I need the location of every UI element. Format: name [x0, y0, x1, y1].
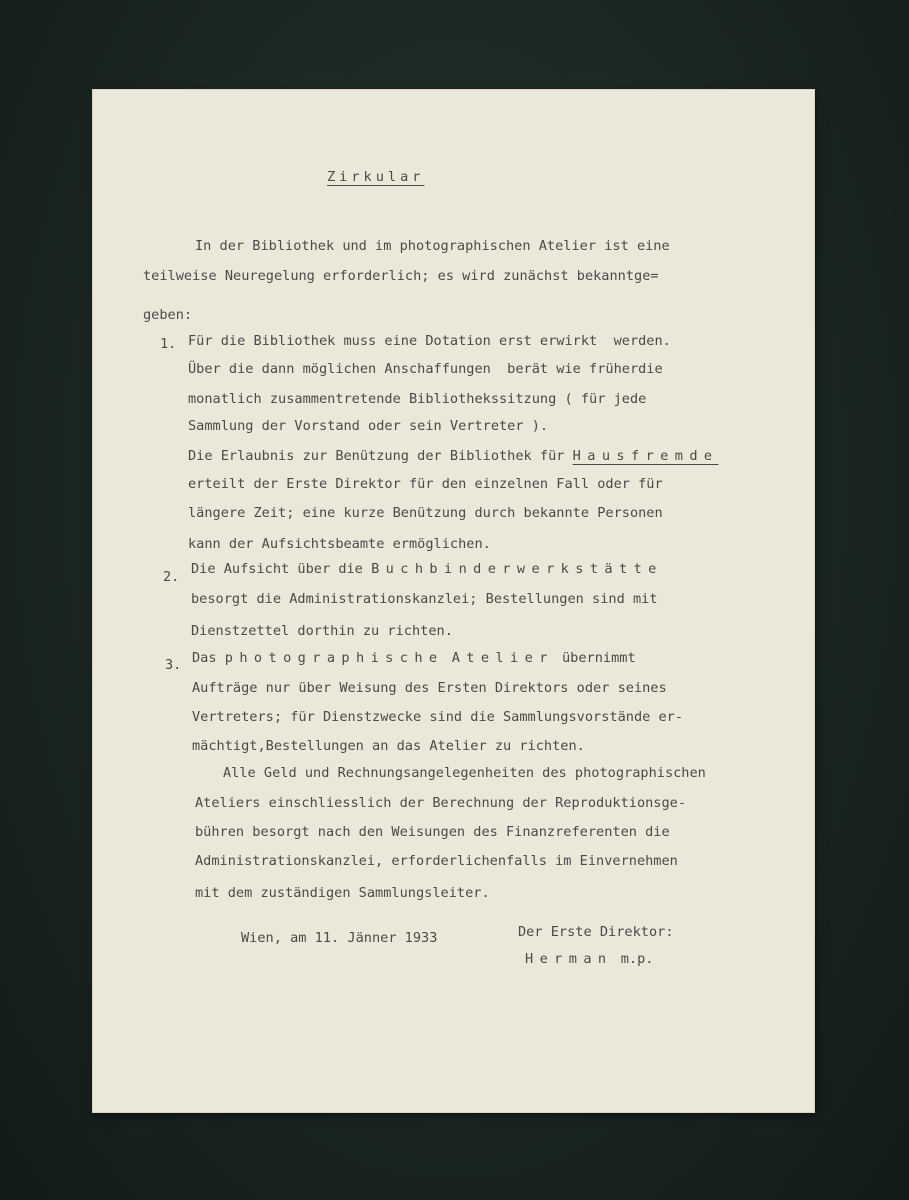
item1-line: Sammlung der Vorstand oder sein Vertreter ). [188, 418, 549, 434]
item1-line: Über die dann möglichen Anschaffungen berät wie früherdie [188, 361, 663, 377]
item2-start: Die Aufsicht über die [191, 561, 363, 577]
document-page [93, 90, 814, 1112]
page-title: Zirkular [327, 169, 425, 185]
item1-para2-line [188, 447, 719, 465]
item3-line: mächtigt,Bestellungen an das Atelier zu richten. [192, 738, 585, 754]
item3-line: Vertreters; für Dienstzwecke sind die Sammlungsvorstände er- [192, 709, 684, 725]
item3-para2-line: bühren besorgt nach den Weisungen des Finanzreferenten die [195, 824, 670, 840]
item1-line: monatlich zusammentretende Bibliothekssitzung ( für jede [188, 391, 647, 407]
emphasis-photographische: photographische [224, 650, 444, 666]
item-number: 2. [163, 569, 180, 585]
item-number: 3. [165, 657, 182, 673]
item1-line: Für die Bibliothek muss eine Dotation erst erwirkt werden. [188, 333, 671, 349]
place-date: Wien, am 11. Jänner 1933 [241, 930, 438, 946]
emphasis-buchbinderwerkstaette: Buchbinderwerkstätte [371, 561, 663, 577]
item3-para2-line: Alle Geld und Rechnungsangelegenheiten des photographischen [223, 765, 706, 781]
item3-start: Das [192, 650, 217, 666]
item2-line: besorgt die Administrationskanzlei; Bestellungen sind mit [191, 591, 658, 607]
item3-line: Aufträge nur über Weisung des Ersten Direktors oder seines [192, 680, 667, 696]
item3-para2-line: mit dem zuständigen Sammlungsleiter. [195, 885, 490, 901]
signature-suffix: m.p. [620, 951, 654, 967]
item3-para2-line: Ateliers einschliesslich der Berechnung der Reproduktionsge- [195, 795, 687, 811]
emphasis-hausfremde: Hausfremde [572, 448, 719, 464]
signature-title: Der Erste Direktor: [518, 924, 674, 940]
item3-line [192, 649, 636, 667]
item1-para2-start: Die Erlaubnis zur Benützung der Bibliothek für [188, 448, 565, 464]
intro-line: teilweise Neuregelung erforderlich; es wird zunächst bekanntge= [143, 268, 659, 284]
item2-line: Dienstzettel dorthin zu richten. [191, 623, 453, 639]
signature-line [525, 950, 653, 968]
item3-end: übernimmt [561, 650, 636, 666]
item1-para2-line: kann der Aufsichtsbeamte ermöglichen. [188, 536, 491, 552]
signature-name: Herman [525, 951, 613, 967]
item3-para2-line: Administrationskanzlei, erforderlichenfalls im Einvernehmen [195, 853, 678, 869]
item-number: 1. [160, 336, 177, 352]
emphasis-atelier: Atelier [451, 650, 554, 666]
item2-line [191, 560, 663, 578]
intro-line: In der Bibliothek und im photographischen Atelier ist eine [195, 238, 670, 254]
item1-para2-line: erteilt der Erste Direktor für den einzelnen Fall oder für [188, 476, 663, 492]
intro-line: geben: [143, 307, 193, 323]
item1-para2-line: längere Zeit; eine kurze Benützung durch bekannte Personen [188, 505, 663, 521]
